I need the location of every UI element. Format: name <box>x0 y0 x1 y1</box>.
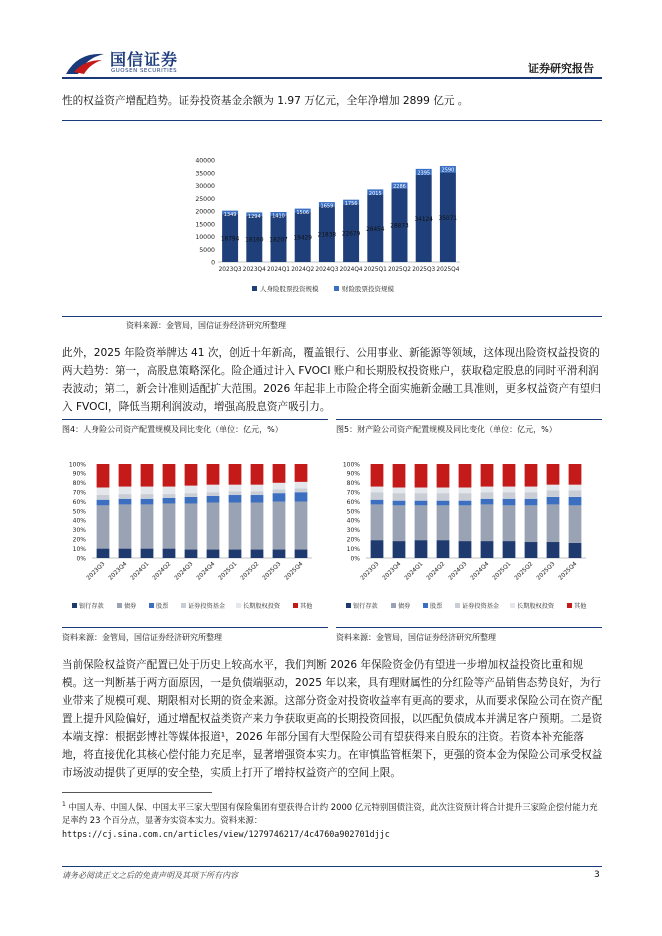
fig4-bar-segment <box>273 489 286 493</box>
fig4-bar-segment <box>251 485 264 492</box>
fig4-bar-segment <box>163 494 176 498</box>
fig5-legend-swatch <box>567 603 572 608</box>
fig5-bar-segment <box>371 464 384 487</box>
fig5-bar-segment <box>481 499 494 505</box>
fig4-bar-segment <box>251 503 264 550</box>
fig5-source: 资料来源：金管局，国信证券经济研究所整理 <box>336 633 496 642</box>
fig5-legend-label: 股票 <box>430 603 443 610</box>
fig5-xtick-label: 2023Q4 <box>381 561 403 582</box>
fig5-bar-segment <box>481 487 494 493</box>
fig4-legend-swatch <box>181 603 186 608</box>
fig5-bar-segment <box>393 488 406 494</box>
fig4-legend-label: 其他 <box>300 603 313 610</box>
fig3-value-label-prop: 2395 <box>417 170 431 177</box>
fig5-bar-segment <box>525 492 538 499</box>
fig3-value-label-prop: 1410 <box>272 213 285 220</box>
fig5-bar-segment <box>393 493 406 501</box>
fig4-ytick-label: 100% <box>68 461 86 469</box>
fig5-bar-segment <box>503 464 516 487</box>
fig5-bar-segment <box>371 492 384 500</box>
fig3-xtick-label: 2023Q3 <box>218 267 242 273</box>
fig3-value-label-prop: 1294 <box>247 213 261 220</box>
fig4-bar-segment <box>163 464 176 487</box>
fig5-top-rule <box>336 419 602 420</box>
fig4-ytick-label: 50% <box>72 508 86 516</box>
fig4-bar-segment <box>97 505 110 548</box>
fig3-ytick-label: 10000 <box>195 234 215 241</box>
fig4-bottom-rule <box>62 627 328 628</box>
fig3-value-label-life: 18160 <box>245 237 264 244</box>
fig5-bar-segment <box>393 505 406 541</box>
fig4-bar-segment <box>207 550 220 558</box>
fig5-bar-segment <box>437 505 450 540</box>
fig5-bar-segment <box>525 542 538 558</box>
logo-mark-icon <box>64 48 108 78</box>
fig4-xtick-label: 2025Q2 <box>239 561 261 582</box>
fig5-bar-segment <box>437 540 450 558</box>
fig4-legend-swatch <box>117 603 122 608</box>
fig5-bar-segment <box>503 541 516 558</box>
fig4-bar-segment <box>185 550 198 558</box>
fig5-legend-swatch <box>455 603 460 608</box>
fig5-bar-segment <box>415 488 428 494</box>
fig5-bar-segment <box>371 487 384 493</box>
fig3-value-label-prop: 2015 <box>368 190 382 197</box>
footnote-url[interactable]: https://cj.sina.com.cn/articles/view/1279746217/4c4760a902701djjc <box>62 828 390 839</box>
fig3-value-label-life: 34124 <box>414 216 433 223</box>
fig4-bar-segment <box>119 499 132 505</box>
fig5-bar-segment <box>371 500 384 505</box>
fig3-value-label-life: 19429 <box>293 235 312 242</box>
fig5-bar-segment <box>569 497 582 505</box>
fig3-legend-swatch <box>334 286 339 291</box>
fig4-bar-segment <box>163 549 176 558</box>
fig3-value-label-life: 35071 <box>438 215 458 222</box>
fig5-caption: 图5：财产险公司资产配置规模及同比变化（单位：亿元，%） <box>336 425 557 434</box>
fig5-bar-segment <box>481 541 494 558</box>
fig3-xtick-label: 2025Q3 <box>412 267 436 273</box>
fig4-xtick-label: 2025Q3 <box>261 561 283 582</box>
fig5-bar-segment <box>415 501 428 506</box>
fig5-bar-segment <box>525 499 538 506</box>
fig5-bar-segment <box>393 464 406 488</box>
fig4-source: 资料来源：金管局，国信证券经济研究所整理 <box>62 633 222 642</box>
footer-rule <box>62 866 602 867</box>
fig3-value-label-life: 28873 <box>390 223 409 230</box>
fig5-bar-segment <box>547 542 560 558</box>
logo <box>64 46 184 80</box>
fig5-legend-label: 债券 <box>398 603 411 610</box>
fig3-value-label-prop: 1349 <box>223 212 237 219</box>
fig4-bar-segment <box>295 550 308 558</box>
fig4-bar-segment <box>229 491 242 495</box>
footer-disclaimer: 请务必阅读正文之后的免责声明及其项下所有内容 <box>62 871 238 880</box>
paragraph-2: 此外，2025 年险资举牌达 41 次，创近十年新高，覆盖银行、公用事业、新能源等领域，这体现出险资权益投资的两大趋势：第一，高股息策略深化。险企通过计入 FVOCI 账户和长期股权投资账户，获取稳定股息的同时平滑利润表波动；第二，新会计准则适配扩大范围。2026 年起非上市险企将全面实施新金融工具准则，更多权益资产有望归入 FVOCI，降低当期利润波动，增强高股息资产吸引力。 <box>62 347 601 413</box>
fig4-bar-segment <box>251 550 264 558</box>
fig5-bar-segment <box>437 464 450 488</box>
fig5-bar-segment <box>459 501 472 506</box>
fig5-bar-segment <box>415 464 428 488</box>
logo-cn-text: 国信证券 <box>110 50 179 69</box>
fig5-legend-swatch <box>391 603 396 608</box>
fig4-bar-segment <box>141 549 154 558</box>
fig5-bar-segment <box>503 492 516 499</box>
fig4-bar-segment <box>119 487 132 495</box>
fig4-bar-segment <box>185 464 198 486</box>
fig5-bar-segment <box>393 541 406 558</box>
fig5-xtick-label: 2024Q4 <box>469 561 491 582</box>
logo-en-text: GUOSEN SECURITIES <box>111 68 178 74</box>
fig5-bar-segment <box>459 505 472 541</box>
fig4-bar-segment <box>273 493 286 501</box>
fig5-bar-segment <box>459 488 472 494</box>
fig5-xtick-label: 2025Q2 <box>513 561 535 582</box>
fig5-bar-segment <box>547 464 560 485</box>
fig5-xtick-label: 2025Q1 <box>491 561 513 582</box>
fig4-bar-segment <box>119 549 132 558</box>
fig5-bar-segment <box>525 464 538 487</box>
fig4-ytick-label: 70% <box>72 489 86 497</box>
fig4-bar-segment <box>119 494 132 499</box>
fig4-bar-segment <box>207 485 220 493</box>
fig5-bar-segment <box>569 464 582 485</box>
intro-line: 性的权益资产增配趋势。证券投资基金余额为 1.97 万亿元，全年净增加 2899 亿元 。 <box>62 95 469 107</box>
fig4-bar-segment <box>229 503 242 550</box>
fig5-bar-segment <box>459 493 472 501</box>
fig3-bottom-rule <box>62 316 602 317</box>
fig5-ytick-label: 60% <box>346 498 360 506</box>
fig4-ytick-label: 90% <box>72 470 86 478</box>
fig4-caption: 图4：人身险公司资产配置规模及同比变化（单位：亿元，%） <box>62 425 283 434</box>
fig4-bar-segment <box>119 464 132 487</box>
footnote-text: 中国人寿、中国人保、中国太平三家大型国有保险集团有望获得合计约 2000 亿元特别国债注资，此次注资预计将合计提升三家险企偿付能力充足率约 23 个百分点，显著夯实资本实力。资料来源： <box>62 801 598 826</box>
fig4-legend-label: 银行存款 <box>79 603 104 610</box>
fig4-bar-segment <box>295 492 308 501</box>
fig4-bar-segment <box>97 488 110 496</box>
fig4-legend-label: 股票 <box>156 603 169 610</box>
fig3-chart <box>120 140 580 310</box>
fig4-ytick-label: 30% <box>72 527 86 535</box>
fig5-bar-segment <box>547 485 560 491</box>
fig3-xtick-label: 2025Q4 <box>436 267 460 273</box>
fig3-value-label-prop: 1506 <box>296 210 310 217</box>
fig4-ytick-label: 20% <box>72 536 86 544</box>
fig3-ytick-label: 30000 <box>195 183 215 190</box>
fig4-xtick-label: 2024Q1 <box>129 561 151 582</box>
fig5-ytick-label: 0% <box>350 555 360 563</box>
fig5-bar-segment <box>459 464 472 488</box>
fig4-ytick-label: 40% <box>72 517 86 525</box>
fig4-xtick-label: 2024Q2 <box>151 561 173 582</box>
fig3-value-label-prop: 2590 <box>441 167 455 174</box>
fig3-ytick-label: 20000 <box>195 208 215 216</box>
fig4-bar-segment <box>295 464 308 482</box>
fig5-legend-swatch <box>510 603 515 608</box>
fig3-xtick-label: 2024Q2 <box>291 267 315 273</box>
fig4-bar-segment <box>163 503 176 548</box>
fig4-bar-segment <box>295 488 308 492</box>
fig4-xtick-label: 2025Q4 <box>283 561 305 582</box>
fig5-bar-segment <box>547 504 560 542</box>
fig4-bar-segment <box>141 487 154 495</box>
fig4-bar-segment <box>207 496 220 503</box>
fig4-xtick-label: 2024Q4 <box>195 561 217 582</box>
fig5-bar-segment <box>503 505 516 541</box>
fig5-xtick-label: 2024Q2 <box>425 561 447 582</box>
fig4-chart <box>62 448 328 616</box>
fig3-value-label-prop: 1659 <box>320 203 334 210</box>
fig4-bar-segment <box>229 464 242 485</box>
fig4-bar-segment <box>295 502 308 550</box>
fig5-bar-segment <box>437 501 450 506</box>
fig5-bar-segment <box>415 540 428 558</box>
footnote <box>62 798 602 841</box>
fig5-legend-label: 银行存款 <box>353 603 378 610</box>
fig5-legend-swatch <box>346 603 351 608</box>
fig4-bar-segment <box>163 498 176 504</box>
fig3-ytick-label: 0 <box>211 259 215 267</box>
fig5-bar-segment <box>503 499 516 506</box>
fig4-bar-segment <box>141 464 154 487</box>
fig5-xtick-label: 2023Q3 <box>359 561 381 582</box>
fig4-bar-segment <box>251 491 264 495</box>
fig4-legend-label: 证券投资基金 <box>188 603 226 610</box>
fig3-legend-label: 财险股票投资规模 <box>342 285 394 293</box>
fig5-bar-segment <box>503 487 516 493</box>
fig4-bar-segment <box>97 495 110 500</box>
fig3-legend-swatch <box>252 286 257 291</box>
fig3-value-label-life: 18207 <box>269 237 288 244</box>
fig3-legend-label: 人身险股票投资规模 <box>260 285 319 293</box>
fig5-legend-label: 证券投资基金 <box>462 603 500 610</box>
fig5-xtick-label: 2025Q4 <box>557 561 579 582</box>
fig4-legend-label: 长期股权投资 <box>243 603 281 610</box>
fig5-bar-segment <box>371 504 384 540</box>
fig5-ytick-label: 90% <box>346 470 360 478</box>
fig4-legend-swatch <box>72 603 77 608</box>
fig3-xtick-label: 2024Q4 <box>339 267 363 273</box>
fig4-bar-segment <box>251 464 264 485</box>
fig4-legend-swatch <box>149 603 154 608</box>
fig5-xtick-label: 2024Q3 <box>447 561 469 582</box>
fig3-xtick-label: 2024Q1 <box>266 267 291 273</box>
fig5-xtick-label: 2024Q1 <box>403 561 425 582</box>
fig4-ytick-label: 60% <box>72 498 86 506</box>
fig3-ytick-label: 15000 <box>195 221 215 229</box>
fig3-xtick-label: 2023Q4 <box>242 267 266 273</box>
fig4-top-rule <box>62 419 328 420</box>
fig3-value-label-life: 26454 <box>366 226 385 233</box>
fig5-ytick-label: 100% <box>342 461 360 469</box>
fig4-bar-segment <box>273 502 286 550</box>
fig5-ytick-label: 80% <box>346 480 360 488</box>
fig5-bar-segment <box>547 490 560 497</box>
fig4-bar-segment <box>295 482 308 489</box>
fig4-bar-segment <box>273 550 286 558</box>
fig4-bar-segment <box>273 483 286 490</box>
fig3-value-label-life: 21838 <box>317 232 337 239</box>
footnote-rule <box>62 792 212 793</box>
fig5-bar-segment <box>415 493 428 501</box>
fig4-bar-segment <box>141 494 154 499</box>
fig5-legend-swatch <box>423 603 428 608</box>
fig4-bar-segment <box>251 495 264 503</box>
fig5-ytick-label: 40% <box>346 517 360 525</box>
page-number: 3 <box>594 870 600 880</box>
fig4-bar-segment <box>119 504 132 548</box>
fig4-legend-label: 债券 <box>124 603 137 610</box>
fig4-xtick-label: 2024Q3 <box>173 561 195 582</box>
fig5-bar-segment <box>371 540 384 558</box>
fig5-bar-segment <box>547 497 560 505</box>
fig3-xtick-label: 2025Q2 <box>387 267 412 273</box>
fig5-bar-segment <box>393 501 406 506</box>
fig5-ytick-label: 10% <box>346 545 360 553</box>
fig5-bar-segment <box>481 504 494 541</box>
fig5-bar-segment <box>569 485 582 491</box>
fig4-legend-swatch <box>236 603 241 608</box>
fig3-ytick-label: 40000 <box>195 157 215 165</box>
fig4-bar-segment <box>207 503 220 550</box>
fig5-chart <box>336 448 602 616</box>
fig4-bar-segment <box>141 504 154 548</box>
fig5-xtick-label: 2025Q3 <box>535 561 557 582</box>
fig5-bar-segment <box>481 492 494 499</box>
fig5-bar-segment <box>569 505 582 543</box>
fig4-bar-segment <box>185 486 198 494</box>
fig5-bar-segment <box>525 487 538 493</box>
fig4-bar-segment <box>97 464 110 488</box>
footnote-mark: 1 <box>62 801 66 808</box>
fig3-value-label-life: 22679 <box>341 231 361 238</box>
fig4-bar-segment <box>185 497 198 504</box>
header-divider <box>62 77 602 79</box>
fig5-bar-segment <box>525 505 538 542</box>
fig4-bar-segment <box>229 485 242 492</box>
fig3-ytick-label: 5000 <box>199 246 215 254</box>
fig4-bar-segment <box>229 495 242 503</box>
fig4-bar-segment <box>229 550 242 558</box>
fig4-bar-segment <box>97 549 110 558</box>
fig5-ytick-label: 70% <box>346 489 360 497</box>
fig4-bar-segment <box>273 464 286 483</box>
fig3-xtick-label: 2025Q1 <box>363 267 387 273</box>
fig5-legend-label: 长期股权投资 <box>517 603 555 610</box>
fig3-value-label-life: 18794 <box>220 236 240 243</box>
fig4-bar-segment <box>141 499 154 505</box>
fig5-bar-segment <box>481 464 494 487</box>
fig5-ytick-label: 50% <box>346 508 360 516</box>
paragraph-3: 当前保险权益资产配置已处于历史上较高水平，我们判断 2026 年保险资金仍有望进一步增加权益投资比重和规模。这一判断基于两方面原因，一是负债端驱动，2025 年以来，具有理财属性的分红险等产品销售态势良好，为行业带来了规模可观、期限相对长期的资金来源。这部分资金对投资收益率有更高的要求，从而要求保险公司在资产配置上提升风险偏好，通过增配权益类资产来力争获取更高的长期投资回报，以匹配负债成本并满足客户预期。二是资本端支撑：根据彭博社等媒体报道¹，2026 年部分国有大型保险公司有望获得来自股东的注资。若资本补充能落地，将直接优化其核心偿付能力充足率，显著增强资本实力。在审慎监管框架下，更强的资本金为保险公司承受权益市场波动提供了更厚的安全垫，实质上打开了增持权益资产的空间上限。 <box>62 659 603 779</box>
fig4-xtick-label: 2023Q4 <box>107 561 129 582</box>
fig5-bar-segment <box>459 541 472 558</box>
fig3-value-label-prop: 1756 <box>344 201 358 208</box>
fig4-bar-segment <box>163 487 176 495</box>
fig4-bar-segment <box>97 500 110 506</box>
fig4-bar-segment <box>185 493 198 497</box>
fig4-xtick-label: 2025Q1 <box>217 561 239 582</box>
fig4-bar-segment <box>185 503 198 549</box>
fig3-xtick-label: 2024Q3 <box>315 267 339 273</box>
fig5-ytick-label: 20% <box>346 536 360 544</box>
fig5-legend-label: 其他 <box>574 603 587 610</box>
fig3-ytick-label: 35000 <box>195 170 215 178</box>
fig5-bottom-rule <box>336 627 602 628</box>
fig4-ytick-label: 10% <box>72 545 86 553</box>
report-type: 证券研究报告 <box>528 62 594 75</box>
fig4-xtick-label: 2023Q3 <box>85 561 107 582</box>
fig3-ytick-label: 25000 <box>195 195 215 203</box>
fig3-source: 资料来源：金管局，国信证券经济研究所整理 <box>126 321 286 330</box>
fig5-bar-segment <box>437 488 450 494</box>
fig5-bar-segment <box>569 543 582 558</box>
fig4-legend-swatch <box>293 603 298 608</box>
fig5-bar-segment <box>569 490 582 497</box>
fig4-ytick-label: 80% <box>72 480 86 488</box>
fig4-bar-segment <box>207 464 220 485</box>
fig5-bar-segment <box>437 493 450 501</box>
fig4-ytick-label: 0% <box>76 555 86 563</box>
fig5-bar-segment <box>415 505 428 540</box>
fig5-ytick-label: 30% <box>346 527 360 535</box>
fig4-bar-segment <box>207 492 220 496</box>
fig3-value-label-prop: 2286 <box>393 184 406 191</box>
